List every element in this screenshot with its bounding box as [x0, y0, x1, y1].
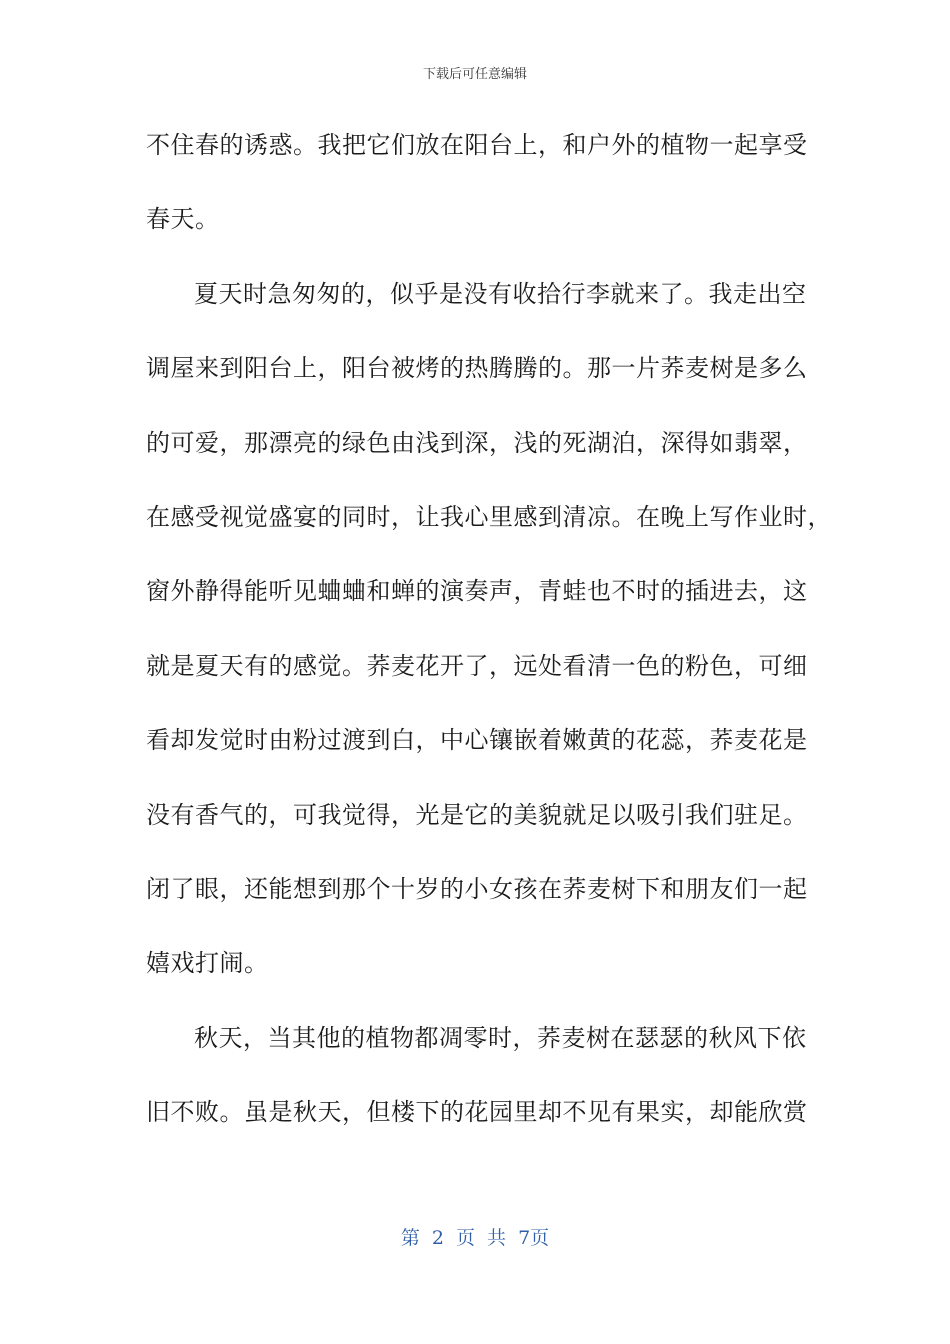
- text-line: 窗外静得能听见蛐蛐和蝉的演奏声，青蛙也不时的插进去，这: [146, 577, 808, 606]
- text-line: 调屋来到阳台上，阳台被烤的热腾腾的。那一片荞麦树是多么: [146, 354, 808, 383]
- text-line: 没有香气的，可我觉得，光是它的美貌就足以吸引我们驻足。: [146, 800, 808, 829]
- page-footer-page-number: 第 2 页 共 7页: [400, 1227, 550, 1249]
- text-line: 在感受视觉盛宴的同时，让我心里感到清凉。在晚上写作业时，: [146, 502, 832, 531]
- text-line: 就是夏天有的感觉。荞麦花开了，远处看清一色的粉色，可细: [146, 651, 808, 680]
- text-line: 嬉戏打闹。: [146, 949, 269, 978]
- text-line: 秋天，当其他的植物都凋零时，荞麦树在瑟瑟的秋风下依: [194, 1023, 807, 1052]
- page-header: 下载后可任意编辑: [422, 67, 527, 82]
- text-line: 闭了眼，还能想到那个十岁的小女孩在荞麦树下和朋友们一起: [146, 874, 808, 903]
- text-line: 春天。: [146, 205, 220, 234]
- text-line: 不住春的诱惑。我把它们放在阳台上，和户外的植物一起享受: [146, 131, 808, 159]
- text-line: 看却发觉时由粉过渡到白，中心镶嵌着嫩黄的花蕊，荞麦花是: [146, 726, 808, 755]
- document-body: [146, 125, 832, 1166]
- text-line: 旧不败。虽是秋天，但楼下的花园里却不见有果实，却能欣赏: [146, 1098, 808, 1127]
- text-line: 夏天时急匆匆的，似乎是没有收拾行李就来了。我走出空: [194, 279, 807, 308]
- text-line: 的可爱，那漂亮的绿色由浅到深，浅的死湖泊，深得如翡翠，: [146, 428, 808, 457]
